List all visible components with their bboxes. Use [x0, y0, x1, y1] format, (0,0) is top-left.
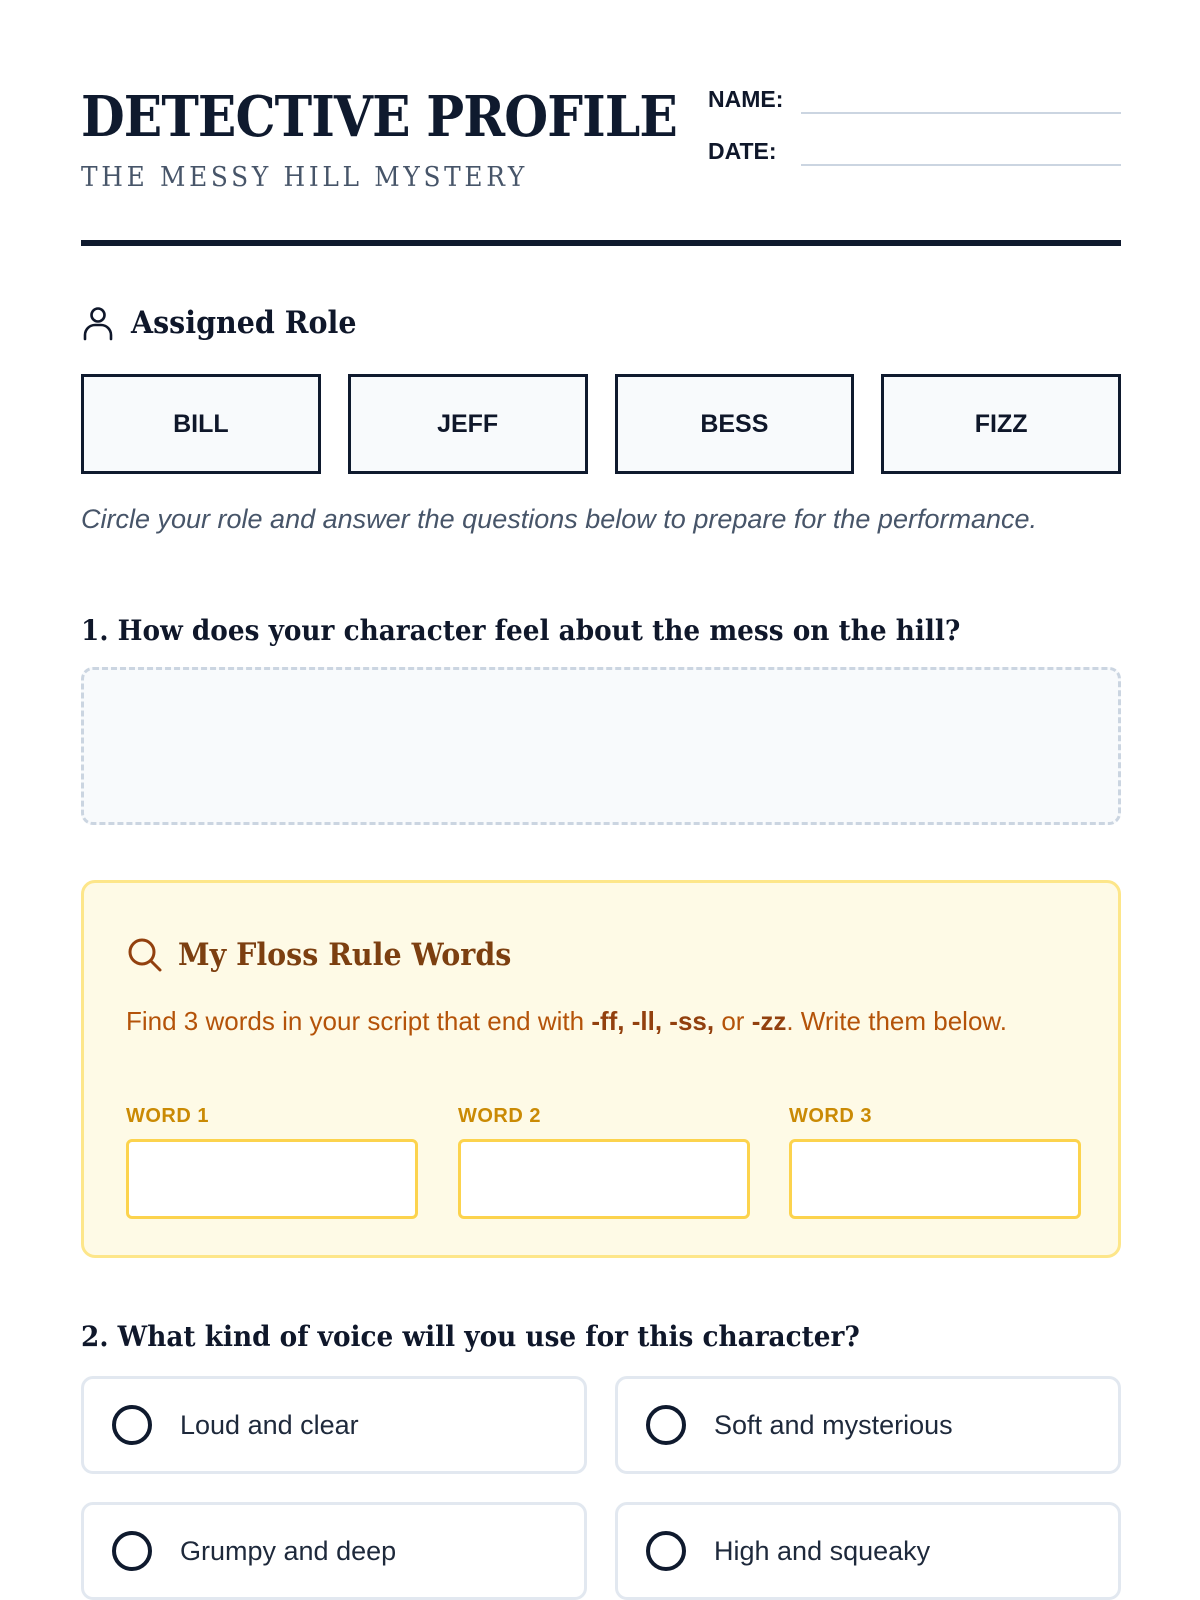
word-2-input[interactable]: [458, 1139, 750, 1219]
word-3-label: WORD 3: [789, 1105, 872, 1127]
question-1: 1. How does your character feel about the mess on the hill?: [81, 614, 961, 647]
voice-option-soft[interactable]: [615, 1376, 1121, 1474]
voice-option-label: Loud and clear: [180, 1409, 359, 1440]
role-options: [81, 374, 1121, 474]
question-1-answer-box[interactable]: [81, 667, 1121, 825]
header-divider: [81, 240, 1121, 246]
floss-title: My Floss Rule Words: [178, 937, 512, 973]
date-field[interactable]: [708, 138, 1121, 168]
voice-option-loud[interactable]: [81, 1376, 587, 1474]
word-1-group: [126, 1105, 418, 1219]
date-line[interactable]: [801, 164, 1121, 166]
radio-circle[interactable]: [112, 1405, 152, 1445]
radio-circle[interactable]: [646, 1531, 686, 1571]
floss-heading: [126, 933, 540, 977]
voice-option-high[interactable]: [615, 1502, 1121, 1600]
word-2-label: WORD 2: [458, 1105, 541, 1127]
assigned-role-heading: [81, 303, 376, 343]
word-3-group: [789, 1105, 1081, 1219]
floss-ending-last: -zz: [751, 1006, 787, 1036]
floss-text-before: Find 3 words in your script that end with: [126, 1006, 592, 1036]
voice-option-label: High and squeaky: [714, 1535, 931, 1566]
user-icon: [81, 305, 115, 341]
role-bill-button[interactable]: BILL: [81, 374, 321, 474]
assigned-role-title: Assigned Role: [131, 305, 357, 341]
page-subtitle: THE MESSY HILL MYSTERY: [81, 162, 528, 193]
name-field[interactable]: [708, 86, 1121, 116]
radio-circle[interactable]: [112, 1531, 152, 1571]
floss-endings: -ff, -ll, -ss,: [591, 1006, 715, 1036]
date-label: DATE:: [708, 138, 777, 164]
floss-text-after: . Write them below.: [786, 1006, 1007, 1036]
word-1-label: WORD 1: [126, 1105, 209, 1127]
voice-options: [81, 1376, 1121, 1600]
role-jeff-button[interactable]: JEFF: [348, 374, 588, 474]
floss-rule-card: [81, 880, 1121, 1258]
name-label: NAME:: [708, 86, 784, 112]
floss-instruction: [126, 1001, 1066, 1041]
word-3-input[interactable]: [789, 1139, 1081, 1219]
search-icon: [126, 936, 164, 974]
role-bess-button[interactable]: BESS: [615, 374, 855, 474]
radio-circle[interactable]: [646, 1405, 686, 1445]
page-title: DETECTIVE PROFILE: [81, 84, 677, 150]
voice-option-label: Soft and mysterious: [714, 1409, 953, 1440]
voice-option-label: Grumpy and deep: [180, 1535, 397, 1566]
voice-option-grumpy[interactable]: [81, 1502, 587, 1600]
role-fizz-button[interactable]: FIZZ: [881, 374, 1121, 474]
word-2-group: [458, 1105, 750, 1219]
role-instruction: Circle your role and answer the questions below to prepare for the performance.: [81, 504, 1038, 534]
question-2: 2. What kind of voice will you use for this character?: [81, 1320, 860, 1353]
header: [81, 78, 1121, 246]
word-1-input[interactable]: [126, 1139, 418, 1219]
floss-text-or: or: [714, 1006, 752, 1036]
name-line[interactable]: [801, 112, 1121, 114]
